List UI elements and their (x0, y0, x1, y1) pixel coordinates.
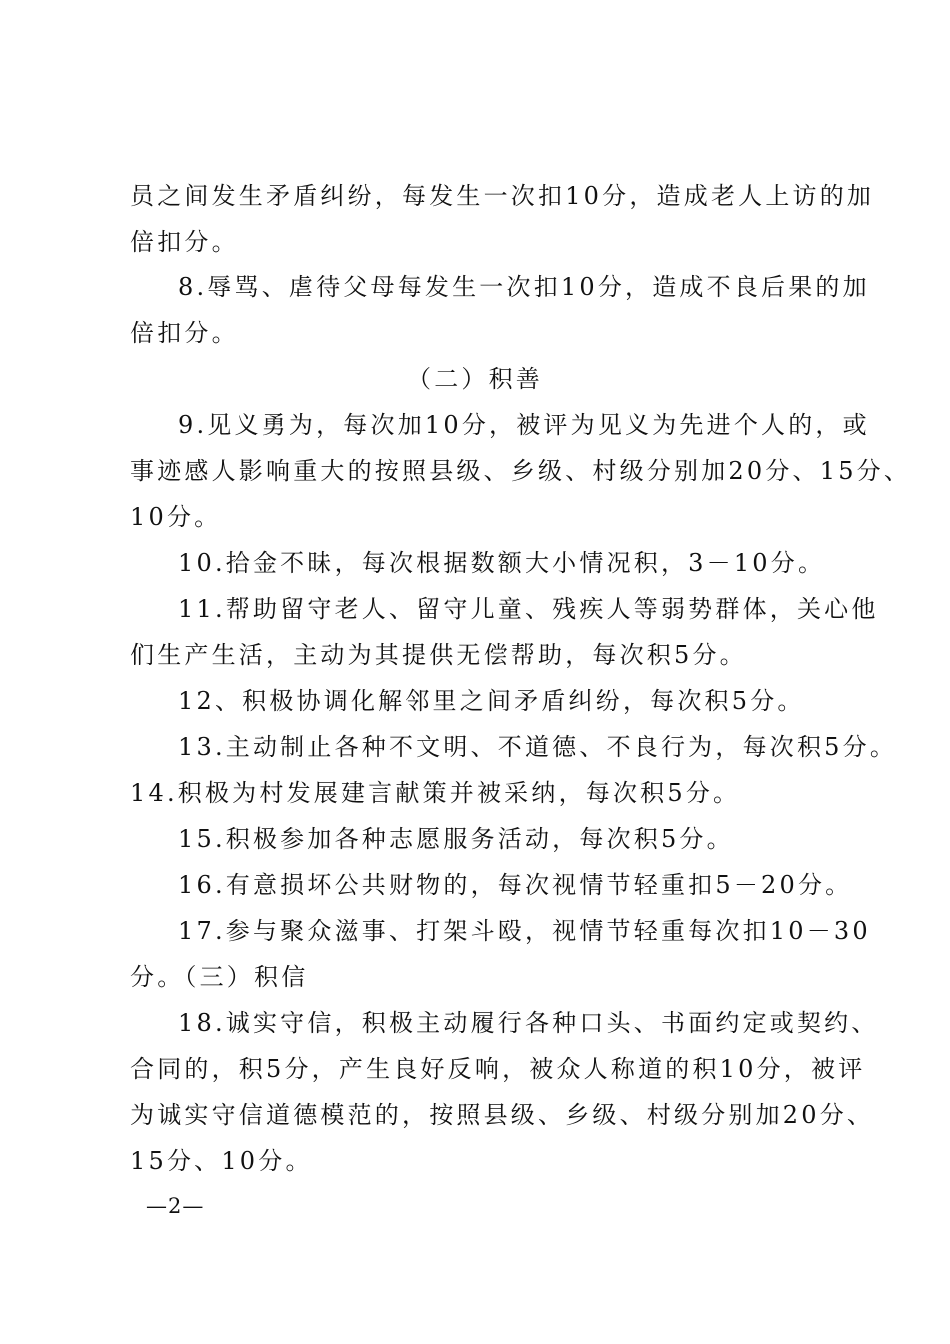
item-9-line-3: 10分。 (130, 503, 222, 531)
item-9-line-2: 事迹感人影响重大的按照县级、乡级、村级分别加20分、15分、 (130, 457, 912, 485)
page-number: —2— (146, 1194, 205, 1218)
paragraph-7-continued-line-1: 员之间发生矛盾纠纷，每发生一次扣10分，造成老人上访的加 (130, 182, 875, 210)
item-10: 10.拾金不昧，每次根据数额大小情况积，3－10分。 (178, 549, 826, 577)
section-heading-jishan: （二）积善 (407, 365, 543, 393)
item-8-line-1: 8.辱骂、虐待父母每发生一次扣10分，造成不良后果的加 (178, 273, 870, 301)
item-8-line-2: 倍扣分。 (130, 319, 239, 347)
item-9-line-1: 9.见义勇为，每次加10分，被评为见义为先进个人的，或 (178, 411, 870, 439)
item-18-line-2: 合同的，积5分，产生良好反响，被众人称道的积10分，被评 (130, 1055, 866, 1083)
item-17-line-2-with-heading-jixin: 分。（三）积信 (130, 963, 309, 991)
item-14: 14.积极为村发展建言献策并被采纳，每次积5分。 (130, 779, 741, 807)
item-11-line-1: 11.帮助留守老人、留守儿童、残疾人等弱势群体，关心他 (178, 595, 879, 623)
item-17-line-1: 17.参与聚众滋事、打架斗殴，视情节轻重每次扣10－30 (178, 917, 871, 945)
item-18-line-3: 为诚实守信道德模范的，按照县级、乡级、村级分别加20分、 (130, 1101, 875, 1129)
item-13: 13.主动制止各种不文明、不道德、不良行为，每次积5分。 (178, 733, 898, 761)
item-16: 16.有意损坏公共财物的，每次视情节轻重扣5－20分。 (178, 871, 853, 899)
item-18-line-1: 18.诚实守信，积极主动履行各种口头、书面约定或契约、 (178, 1009, 879, 1037)
item-11-line-2: 们生产生活，主动为其提供无偿帮助，每次积5分。 (130, 641, 747, 669)
item-15: 15.积极参加各种志愿服务活动，每次积5分。 (178, 825, 734, 853)
paragraph-7-continued-line-2: 倍扣分。 (130, 228, 239, 256)
item-18-line-4: 15分、10分。 (130, 1147, 313, 1175)
item-12: 12、积极协调化解邻里之间矛盾纠纷，每次积5分。 (178, 687, 805, 715)
